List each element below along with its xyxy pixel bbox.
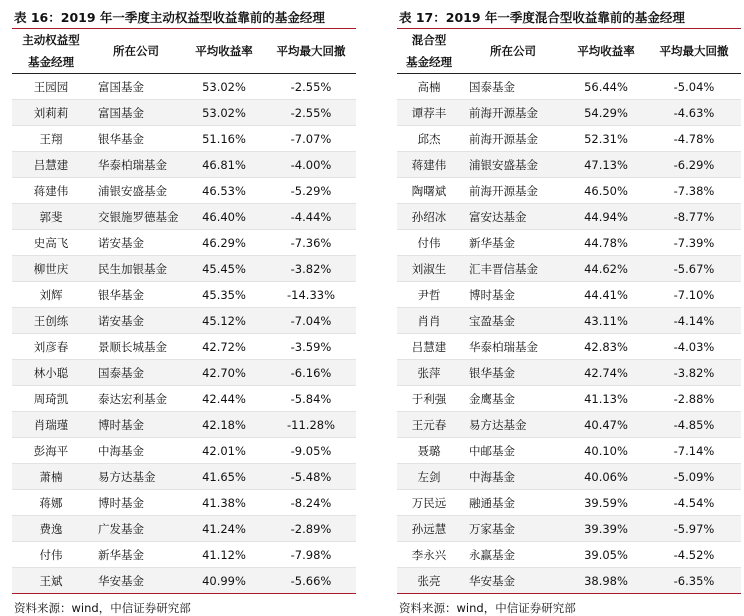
return-cell: 45.12%: [182, 308, 266, 334]
manager-name-cell: 吕慧建: [397, 334, 461, 360]
hybrid-manager-panel: [397, 8, 741, 616]
drawdown-cell: -4.00%: [266, 152, 356, 178]
manager-name-cell: 尹哲: [397, 282, 461, 308]
drawdown-cell: -2.89%: [266, 516, 356, 542]
return-cell: 41.65%: [182, 464, 266, 490]
manager-name-cell: 肖肖: [397, 308, 461, 334]
company-cell: 国泰基金: [90, 360, 182, 386]
return-cell: 42.72%: [182, 334, 266, 360]
return-cell: 46.53%: [182, 178, 266, 204]
return-cell: 46.29%: [182, 230, 266, 256]
company-cell: 华泰柏瑞基金: [461, 334, 565, 360]
return-cell: 44.78%: [565, 230, 647, 256]
drawdown-cell: -5.97%: [647, 516, 741, 542]
drawdown-cell: -6.35%: [647, 568, 741, 594]
return-cell: 53.02%: [182, 74, 266, 100]
return-cell: 42.18%: [182, 412, 266, 438]
company-cell: 诺安基金: [90, 308, 182, 334]
drawdown-cell: -11.28%: [266, 412, 356, 438]
manager-name-cell: 王创练: [12, 308, 90, 334]
drawdown-cell: -5.48%: [266, 464, 356, 490]
return-cell: 54.29%: [565, 100, 647, 126]
return-cell: 42.70%: [182, 360, 266, 386]
table-row: [12, 74, 356, 100]
drawdown-cell: -4.03%: [647, 334, 741, 360]
return-cell: 52.31%: [565, 126, 647, 152]
table-row: [397, 256, 741, 282]
table-row: [12, 464, 356, 490]
header-manager-line2: 基金经理: [12, 51, 90, 74]
company-cell: 新华基金: [461, 230, 565, 256]
header-company: 所在公司: [461, 29, 565, 74]
return-cell: 44.41%: [565, 282, 647, 308]
drawdown-cell: -5.67%: [647, 256, 741, 282]
manager-name-cell: 王元春: [397, 412, 461, 438]
manager-name-cell: 聂璐: [397, 438, 461, 464]
return-cell: 51.16%: [182, 126, 266, 152]
return-cell: 56.44%: [565, 74, 647, 100]
company-cell: 民生加银基金: [90, 256, 182, 282]
manager-name-cell: 李永兴: [397, 542, 461, 568]
table-row: [397, 490, 741, 516]
company-cell: 博时基金: [90, 490, 182, 516]
table-row: [397, 152, 741, 178]
table-row: [12, 126, 356, 152]
manager-name-cell: 王园园: [12, 74, 90, 100]
manager-name-cell: 万民远: [397, 490, 461, 516]
header-manager-line1: 混合型: [397, 29, 461, 51]
company-cell: 易方达基金: [461, 412, 565, 438]
table-row: [12, 308, 356, 334]
drawdown-cell: -5.09%: [647, 464, 741, 490]
table-row: [12, 360, 356, 386]
company-cell: 万家基金: [461, 516, 565, 542]
header-drawdown: 平均最大回撤: [266, 29, 356, 74]
manager-name-cell: 刘辉: [12, 282, 90, 308]
return-cell: 53.02%: [182, 100, 266, 126]
return-cell: 43.11%: [565, 308, 647, 334]
manager-name-cell: 蒋建伟: [12, 178, 90, 204]
manager-name-cell: 周琦凯: [12, 386, 90, 412]
table-row: [397, 542, 741, 568]
manager-name-cell: 蒋建伟: [397, 152, 461, 178]
manager-name-cell: 高楠: [397, 74, 461, 100]
hybrid-manager-table: [397, 29, 741, 594]
company-cell: 泰达宏利基金: [90, 386, 182, 412]
table-row: [397, 516, 741, 542]
return-cell: 44.94%: [565, 204, 647, 230]
manager-name-cell: 郭斐: [12, 204, 90, 230]
header-drawdown: 平均最大回撤: [647, 29, 741, 74]
company-cell: 易方达基金: [90, 464, 182, 490]
drawdown-cell: -5.29%: [266, 178, 356, 204]
table-row: [397, 204, 741, 230]
drawdown-cell: -5.04%: [647, 74, 741, 100]
table-row: [12, 516, 356, 542]
manager-name-cell: 陶曙斌: [397, 178, 461, 204]
table-row: [397, 334, 741, 360]
table-row: [12, 256, 356, 282]
company-cell: 富安达基金: [461, 204, 565, 230]
table-row: [12, 178, 356, 204]
drawdown-cell: -4.44%: [266, 204, 356, 230]
manager-name-cell: 邱杰: [397, 126, 461, 152]
drawdown-cell: -6.29%: [647, 152, 741, 178]
return-cell: 46.40%: [182, 204, 266, 230]
manager-name-cell: 孙绍冰: [397, 204, 461, 230]
table-row: [397, 178, 741, 204]
drawdown-cell: -7.07%: [266, 126, 356, 152]
company-cell: 中海基金: [90, 438, 182, 464]
return-cell: 45.35%: [182, 282, 266, 308]
table-row: [397, 308, 741, 334]
table-row: [397, 100, 741, 126]
table-row: [12, 438, 356, 464]
table-row: [12, 204, 356, 230]
header-return: 平均收益率: [182, 29, 266, 74]
source-note: 资料来源：wind，中信证券研究部: [399, 601, 576, 615]
header-company: 所在公司: [90, 29, 182, 74]
drawdown-cell: -3.59%: [266, 334, 356, 360]
company-cell: 诺安基金: [90, 230, 182, 256]
manager-name-cell: 肖瑞瑾: [12, 412, 90, 438]
manager-name-cell: 王斌: [12, 568, 90, 594]
header-return: 平均收益率: [565, 29, 647, 74]
return-cell: 40.99%: [182, 568, 266, 594]
return-cell: 44.62%: [565, 256, 647, 282]
manager-name-cell: 付伟: [12, 542, 90, 568]
table-title: 表 17：2019 年一季度混合型收益靠前的基金经理: [397, 8, 741, 29]
table-row: [397, 464, 741, 490]
return-cell: 42.01%: [182, 438, 266, 464]
manager-name-cell: 吕慧建: [12, 152, 90, 178]
table-row: [12, 568, 356, 594]
company-cell: 富国基金: [90, 100, 182, 126]
company-cell: 中邮基金: [461, 438, 565, 464]
drawdown-cell: -7.39%: [647, 230, 741, 256]
manager-name-cell: 谭荐丰: [397, 100, 461, 126]
manager-name-cell: 彭海平: [12, 438, 90, 464]
table-row: [397, 412, 741, 438]
table-row: [397, 438, 741, 464]
table-row: [397, 74, 741, 100]
table-row: [397, 282, 741, 308]
return-cell: 45.45%: [182, 256, 266, 282]
drawdown-cell: -2.55%: [266, 100, 356, 126]
drawdown-cell: -4.52%: [647, 542, 741, 568]
drawdown-cell: -7.04%: [266, 308, 356, 334]
drawdown-cell: -7.14%: [647, 438, 741, 464]
manager-name-cell: 林小聪: [12, 360, 90, 386]
company-cell: 交银施罗德基金: [90, 204, 182, 230]
drawdown-cell: -2.55%: [266, 74, 356, 100]
company-cell: 融通基金: [461, 490, 565, 516]
drawdown-cell: -4.78%: [647, 126, 741, 152]
table-row: [397, 126, 741, 152]
drawdown-cell: -4.54%: [647, 490, 741, 516]
equity-manager-table: [12, 29, 356, 594]
company-cell: 银华基金: [90, 126, 182, 152]
drawdown-cell: -3.82%: [647, 360, 741, 386]
return-cell: 47.13%: [565, 152, 647, 178]
company-cell: 博时基金: [90, 412, 182, 438]
return-cell: 42.83%: [565, 334, 647, 360]
company-cell: 博时基金: [461, 282, 565, 308]
return-cell: 40.10%: [565, 438, 647, 464]
table-row: [12, 334, 356, 360]
table-row: [397, 230, 741, 256]
equity-manager-panel: [12, 8, 356, 616]
company-cell: 前海开源基金: [461, 126, 565, 152]
equity-manager-rows: [12, 74, 356, 594]
manager-name-cell: 刘淑生: [397, 256, 461, 282]
company-cell: 景顺长城基金: [90, 334, 182, 360]
company-cell: 金鹰基金: [461, 386, 565, 412]
company-cell: 富国基金: [90, 74, 182, 100]
drawdown-cell: -2.88%: [647, 386, 741, 412]
manager-name-cell: 孙远慧: [397, 516, 461, 542]
company-cell: 浦银安盛基金: [461, 152, 565, 178]
return-cell: 46.50%: [565, 178, 647, 204]
table-row: [12, 490, 356, 516]
manager-name-cell: 刘莉莉: [12, 100, 90, 126]
manager-name-cell: 费逸: [12, 516, 90, 542]
manager-name-cell: 柳世庆: [12, 256, 90, 282]
return-cell: 41.38%: [182, 490, 266, 516]
company-cell: 汇丰晋信基金: [461, 256, 565, 282]
company-cell: 永赢基金: [461, 542, 565, 568]
company-cell: 浦银安盛基金: [90, 178, 182, 204]
manager-name-cell: 张亮: [397, 568, 461, 594]
return-cell: 40.47%: [565, 412, 647, 438]
table-row: [12, 152, 356, 178]
table-row: [12, 542, 356, 568]
manager-name-cell: 王翔: [12, 126, 90, 152]
table-row: [397, 360, 741, 386]
manager-name-cell: 萧楠: [12, 464, 90, 490]
manager-name-cell: 于利强: [397, 386, 461, 412]
company-cell: 广发基金: [90, 516, 182, 542]
header-manager-line1: 主动权益型: [12, 29, 90, 51]
drawdown-cell: -3.82%: [266, 256, 356, 282]
table-row: [397, 386, 741, 412]
return-cell: 38.98%: [565, 568, 647, 594]
manager-name-cell: 史高飞: [12, 230, 90, 256]
drawdown-cell: -6.16%: [266, 360, 356, 386]
drawdown-cell: -5.66%: [266, 568, 356, 594]
return-cell: 39.59%: [565, 490, 647, 516]
company-cell: 前海开源基金: [461, 178, 565, 204]
return-cell: 42.74%: [565, 360, 647, 386]
table-row: [12, 282, 356, 308]
return-cell: 39.05%: [565, 542, 647, 568]
drawdown-cell: -7.98%: [266, 542, 356, 568]
manager-name-cell: 左剑: [397, 464, 461, 490]
drawdown-cell: -8.77%: [647, 204, 741, 230]
drawdown-cell: -14.33%: [266, 282, 356, 308]
drawdown-cell: -5.84%: [266, 386, 356, 412]
return-cell: 41.24%: [182, 516, 266, 542]
drawdown-cell: -7.10%: [647, 282, 741, 308]
drawdown-cell: -4.14%: [647, 308, 741, 334]
company-cell: 银华基金: [461, 360, 565, 386]
table-row: [12, 100, 356, 126]
return-cell: 41.13%: [565, 386, 647, 412]
source-note: 资料来源：wind，中信证券研究部: [14, 601, 191, 615]
company-cell: 华安基金: [90, 568, 182, 594]
table-row: [12, 386, 356, 412]
return-cell: 40.06%: [565, 464, 647, 490]
company-cell: 国泰基金: [461, 74, 565, 100]
hybrid-manager-rows: [397, 74, 741, 594]
company-cell: 前海开源基金: [461, 100, 565, 126]
company-cell: 宝盈基金: [461, 308, 565, 334]
drawdown-cell: -7.36%: [266, 230, 356, 256]
company-cell: 华安基金: [461, 568, 565, 594]
drawdown-cell: -9.05%: [266, 438, 356, 464]
return-cell: 46.81%: [182, 152, 266, 178]
manager-name-cell: 蒋娜: [12, 490, 90, 516]
company-cell: 中海基金: [461, 464, 565, 490]
drawdown-cell: -7.38%: [647, 178, 741, 204]
drawdown-cell: -8.24%: [266, 490, 356, 516]
return-cell: 39.39%: [565, 516, 647, 542]
table-title: 表 16：2019 年一季度主动权益型收益靠前的基金经理: [12, 8, 356, 29]
return-cell: 41.12%: [182, 542, 266, 568]
manager-name-cell: 付伟: [397, 230, 461, 256]
company-cell: 华泰柏瑞基金: [90, 152, 182, 178]
table-row: [12, 412, 356, 438]
manager-name-cell: 张萍: [397, 360, 461, 386]
drawdown-cell: -4.63%: [647, 100, 741, 126]
return-cell: 42.44%: [182, 386, 266, 412]
manager-name-cell: 刘彦春: [12, 334, 90, 360]
company-cell: 银华基金: [90, 282, 182, 308]
company-cell: 新华基金: [90, 542, 182, 568]
table-row: [397, 568, 741, 594]
drawdown-cell: -4.85%: [647, 412, 741, 438]
header-manager-line2: 基金经理: [397, 51, 461, 74]
table-row: [12, 230, 356, 256]
